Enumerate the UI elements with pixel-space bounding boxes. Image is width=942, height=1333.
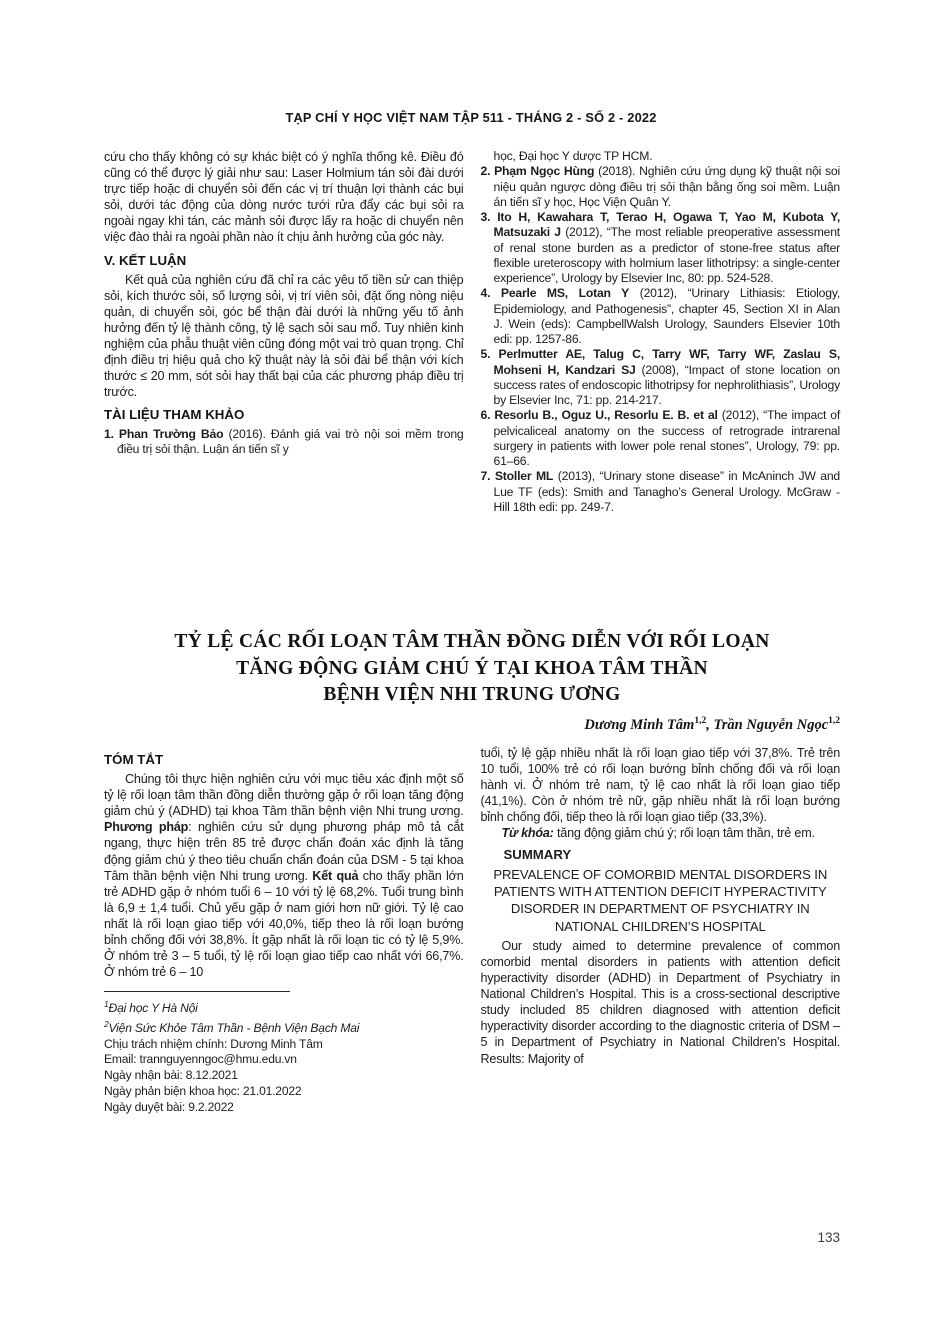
keywords-text: tăng động giảm chú ý; rối loạn tâm thần, trẻ em.: [553, 826, 815, 841]
author-2-affiliation-marker: 1,2: [828, 716, 840, 726]
reference-authors: Phan Trường Bảo: [118, 426, 224, 441]
conclusion-paragraph: Kết quả của nghiên cứu đã chỉ ra các yêu tố tiền sử can thiệp sỏi, kích thước sỏi, số lượng sỏi, vị trí viên sỏi, đặt ống nòng niệu quản, di chuyển sỏi, góc bể thận đài dưới là những yếu tố ảnh hưởng đến tỷ lệ thành công, tỷ lệ sạch sỏi sau mổ. Tuy nhiên kinh nghiệm của phẫu thuật viên cũng đóng một vai trò quan trọng. Chỉ định điều trị hiệu quả cho kỹ thuật này là sỏi đài bể thận với kích thước ≤ 20 mm, sót sỏi hay thất bại của các phương pháp điều trị trước.: [104, 272, 464, 400]
summary-body: Our study aimed to determine prevalence of common comorbid mental disorders in patients with attention deficit hyperactivity disorder (ADHD) in Department of Psychiatry in National Children’s Hospital. This is a cross-sectional descriptive study included 85 children diagnosed with attention deficit hyperactivity disorder according to the diagnostic criteria of DSM – 5 in Department of Psychiatry in National Children’s Hospital. Results: Majority of: [480, 938, 840, 1066]
affiliation-1: [104, 997, 464, 1017]
reference-authors: Phạm Ngọc Hùng: [494, 164, 595, 179]
reference-text: (2012), “Urinary Lithiasis: Etiology, Epidemiology, and Pathogenesis”, chapter 45, Section XI in Alan J. Wein (eds): CampbellWalsh Urology, Saunders Elsevier 10th edi: pp. 1257-86.: [493, 286, 841, 346]
authors-line: [104, 716, 840, 734]
reference-authors: Ito H, Kawahara T, Terao H, Ogawa T, Yao M, Kubota Y, Matsuzaki J: [493, 210, 840, 240]
reference-authors: Stoller ML: [494, 469, 554, 484]
affiliation-2-text: Viện Sức Khỏe Tâm Thần - Bệnh Viện Bạch Mai: [108, 1021, 360, 1036]
reference-item-4: [481, 286, 841, 347]
reference-authors: Pearle MS, Lotan Y: [500, 286, 630, 301]
article-title-line-1: TỶ LỆ CÁC RỐI LOẠN TÂM THẦN ĐỒNG DIỄN VỚI RỐI LOẠN: [174, 631, 770, 652]
reference-text: (2012), “The impact of pelvicaliceal anatomy on the success of retrograde intrarenal surgery in patients with lower pole renal stones”, Urology, 79: pp. 61–66.: [493, 408, 840, 468]
reference-text: (2012), “The most reliable preoperative assessment of renal stone burden as a predictor of stone-free status after flexible ureteroscopy with holmium laser lithotripsy: a single-center experience”, Urology by Elsevier Inc, 80: pp. 524-528.: [493, 225, 840, 285]
reference-text: (2008), “Impact of stone location on success rates of endoscopic lithotripsy for nephrolithiasis”, Urology by Elsevier Inc, 71: pp. 214-217.: [493, 362, 840, 407]
abstract-results: cho thấy phần lớn trẻ ADHD gặp ở nhóm tuổi 6 – 10 với tỷ lệ 68,2%. Tuổi trung bình là 6,9 ± 1,4 tuổi. Chủ yếu gặp ở nam giới hơn nữ giới. Tỷ lệ cao nhất là rối loạn giao tiếp với 40,0%, tiếp theo là rối loạn bướng bỉnh chống đối với 38,8%. Ít gặp nhất là rối loạn tic có tỷ lệ 5,9%. Ở nhóm trẻ 3 – 5 tuổi, tỷ lệ rối loạn giao tiếp cao nhất với 66,7%. Ở nhóm trẻ 6 – 10: [104, 868, 464, 980]
article-title-line-2: TĂNG ĐỘNG GIẢM CHÚ Ý TẠI KHOA TÂM THẦN: [236, 657, 708, 679]
corresponding-author: Chịu trách nhiệm chính: Dương Minh Tâm: [104, 1036, 323, 1051]
abstract-objective: Chúng tôi thực hiện nghiên cứu với mục tiêu xác định một số tỷ lệ rối loạn tâm thần đồng diễn thường gặp ở rối loạn tăng động giảm chú ý (ADHD) tại khoa Tâm thần bệnh viện Nhi trung ương.: [104, 772, 464, 819]
affiliation-1-text: Đại học Y Hà Nội: [108, 1001, 198, 1016]
reference-text: (2018). Nghiên cứu ứng dụng kỹ thuật nội soi niệu quản ngược dòng điều trị sỏi thận bằng ống soi mềm. Luận án tiến sĩ y học, Học Viện Quân Y.: [493, 164, 840, 209]
keywords-label: Từ khóa:: [501, 826, 554, 841]
summary-heading: SUMMARY: [503, 846, 572, 862]
corresponding-email: Email: trannguyenngoc@hmu.edu.vn: [104, 1052, 297, 1067]
article1-left-column: [104, 149, 464, 515]
reference-number: 3.: [480, 210, 491, 224]
reference-number: 2.: [480, 164, 491, 179]
article1-section: [104, 149, 840, 515]
affiliation-1-marker: 1: [104, 999, 109, 1010]
author-1-name: Dương Minh Tâm: [584, 716, 695, 733]
reference-number: 7.: [480, 469, 491, 484]
date-reviewed: Ngày phản biện khoa học: 21.01.2022: [104, 1083, 302, 1098]
reference-1-continuation: học, Đại học Y dược TP HCM.: [493, 149, 653, 163]
article1-right-column: [481, 149, 841, 515]
reference-number: 1.: [104, 426, 114, 441]
keywords-paragraph: [481, 825, 841, 841]
footnote-block: [104, 991, 464, 1115]
affiliation-2: [104, 1017, 464, 1037]
reference-number: 6.: [480, 408, 491, 423]
reference-item-3: [481, 210, 841, 286]
article2-section: [104, 745, 840, 1115]
reference-item-7: [481, 469, 841, 515]
conclusion-heading: V. KẾT LUẬN: [104, 252, 187, 268]
page-number: 133: [817, 1230, 840, 1245]
affiliation-2-marker: 2: [104, 1019, 109, 1030]
journal-header: TẠP CHÍ Y HỌC VIỆT NAM TẬP 511 - THÁNG 2 - SỐ 2 - 2022: [285, 110, 657, 125]
article2-left-column: [104, 745, 464, 1115]
authors-separator: ,: [706, 716, 714, 733]
references-heading: TÀI LIỆU THAM KHẢO: [104, 407, 245, 423]
summary-title: PREVALENCE OF COMORBID MENTAL DISORDERS IN PATIENTS WITH ATTENTION DEFICIT HYPERACTIVITY DISORDER IN DEPARTMENT OF PSYCHIATRY IN NATIONAL CHILDREN’S HOSPITAL: [493, 866, 828, 934]
reference-item-5: [481, 347, 841, 408]
abstract-continuation: tuổi, tỷ lệ gặp nhiều nhất là rối loạn giao tiếp với 37,8%. Trẻ trên 10 tuổi, 100% trẻ có rối loạn bướng bỉnh chống đối và rối loạn hành vi. Ở nhóm trẻ nam, tỷ lệ cao nhất là rối loạn giao tiếp (41,1%). Còn ở nhóm trẻ nữ, gặp nhiều nhất là rối loạn bướng bỉnh chống đối, tiếp theo là rối loạn giao tiếp (33,3%).: [480, 746, 840, 825]
date-accepted: Ngày duyệt bài: 9.2.2022: [104, 1099, 234, 1114]
abstract-methods: : nghiên cứu sử dụng phương pháp mô tả cắt ngang, thực hiện trên 85 trẻ được chẩn đoán xác định là tăng động giảm chú ý theo tiêu chuẩn chẩn đoán của DSM - 5 tại khoa Tâm thần bệnh viện Nhi trung ương.: [104, 820, 464, 883]
article-title: [104, 629, 840, 709]
reference-item-2: [481, 164, 841, 210]
abstract-heading: TÓM TẮT: [104, 752, 164, 767]
date-received: Ngày nhận bài: 8.12.2021: [104, 1068, 238, 1083]
reference-number: 5.: [480, 347, 491, 362]
reference-text: (2013), “Urinary stone disease” in McAninch JW and Lue TF (eds): Smith and Tanagho’s General Urology. McGraw - Hill 18th edi: pp. 249-7.: [493, 469, 840, 514]
article2-right-column: [481, 745, 841, 1115]
abstract-results-label: Kết quả: [312, 868, 359, 883]
reference-item-1: [104, 427, 464, 458]
author-2-name: Trần Nguyễn Ngọc: [713, 716, 829, 733]
reference-item-6: [481, 408, 841, 469]
footnote-divider: [104, 991, 290, 992]
abstract-methods-label: Phương pháp: [104, 820, 189, 835]
abstract-paragraph: [104, 771, 464, 980]
reference-authors: Perlmutter AE, Talug C, Tarry WF, Tarry WF, Zaslau S, Mohseni H, Kandzari SJ: [493, 347, 841, 377]
reference-authors: Resorlu B., Oguz U., Resorlu E. B. et al: [494, 408, 718, 423]
reference-number: 4.: [480, 286, 491, 301]
reference-text: (2016). Đánh giá vai trò nội soi mềm trong điều trị sỏi thận. Luận án tiến sĩ y: [117, 426, 464, 456]
author-1-affiliation-marker: 1,2: [694, 716, 707, 726]
article1-continuation-paragraph: cứu cho thấy không có sự khác biệt có ý nghĩa thống kê. Điều đó cũng có thể được lý giải như sau: Laser Holmium tán sỏi đài dưới trực tiếp hoặc di chuyển sỏi đến các vị trí thuận lợi thành các bụi sỏi, dưới tác động của dòng nước tưới rửa đẩy các bụi sỏi ra ngoài ngay khi tán, các mảnh sỏi được lấy ra hoặc di chuyển nên việc đào thải ra ngoài phần nào ít chịu ảnh hưởng của góc này.: [104, 150, 464, 245]
article-title-line-3: BỆNH VIỆN NHI TRUNG ƯƠNG: [323, 684, 621, 705]
